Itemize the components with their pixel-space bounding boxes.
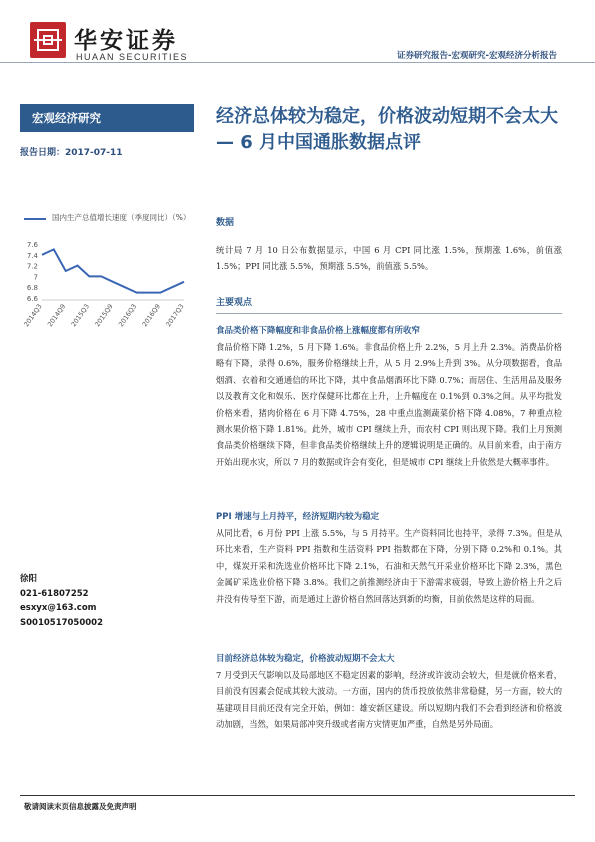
y-tick-label: 7.2	[26, 262, 38, 271]
breadcrumb: 证券研究报告-宏观研究-宏观经济分析报告	[396, 51, 557, 61]
report-title: 经济总体较为稳定，价格波动短期不会太大 — 6 月中国通胀数据点评	[216, 106, 558, 153]
y-tick-label: 6.6	[26, 295, 38, 303]
analyst-certificate: S0010517050002	[20, 617, 104, 628]
analyst-phone: 021-61807252	[20, 588, 89, 599]
x-tick-label: 2014Q9	[45, 302, 68, 329]
x-tick-label: 2014Q3	[22, 302, 44, 329]
footer-divider	[20, 795, 575, 796]
subsection-ppi-text: 从同比看，6 月份 PPI 上涨 5.5%，与 5 月持平。生产资料同比也持平，录得 7.3%。但是从环比来看，生产资料 PPI 指数和生活资料 PPI 指数都在下降，分别下降 0.2%和 0.1%。其中，煤炭开采和洗选业价格环比下降 2.1%，石油和天然气开采业价格环比下降 2.3%，黑色金属矿采选业价格下降 3.8%。我们之前推测经济由于下游需求疲弱，导致上游价格上升之后并没有传导至下游，而是通过上游价格自然回落达到新的均衡，目前依然是这样的局面。	[216, 528, 562, 604]
subsection-food-heading: 食品类价格下降幅度和非食品价格上涨幅度都有所收窄	[216, 326, 421, 336]
x-tick-label: 2015Q9	[93, 302, 115, 329]
y-tick-label: 6.8	[26, 284, 38, 293]
report-date: 报告日期：2017-07-11	[20, 148, 123, 158]
logo-chinese: 华安证券	[74, 27, 178, 54]
y-tick-label: 7.4	[26, 251, 38, 260]
gdp-growth-chart	[20, 206, 200, 346]
y-tick-label: 7.6	[26, 241, 38, 249]
subsection-outlook-heading: 目前经济总体较为稳定，价格波动短期不会太大	[216, 654, 395, 664]
analyst-email[interactable]: esxyx@163.com	[20, 603, 97, 613]
y-tick-label: 7	[33, 273, 38, 282]
x-tick-label: 2015Q3	[69, 302, 91, 329]
views-divider	[216, 313, 562, 314]
analyst-block	[20, 572, 103, 630]
header-divider	[0, 62, 595, 63]
analyst-name: 徐阳	[20, 574, 38, 584]
category-title: 宏观经济研究	[32, 111, 101, 125]
subsection-outlook-text: 7 月受到天气影响以及局部地区不稳定因素的影响，经济或许波动会较大，但是就价格来看，目前没有因素会促成其较大波动。一方面，国内的货币投放依然非常稳健，另一方面，较大的基建项目目前还没有完全开始，例如：雄安新区建设。所以短期内我们不会看到经济和价格波动加剧，当然，如果局部冲突升级或者南方灾情更加严重，自然是另外局面。	[216, 670, 562, 730]
subsection-ppi-heading: PPI 增速与上月持平，经济短期内较为稳定	[216, 512, 380, 522]
subsection-food-text: 食品价格下降 1.2%，5 月下降 1.6%。非食品价格上升 2.2%，5 月上升 2.3%。消费品价格略有下降，录得 0.6%，服务价格继续上升，从 5 月 2.9%上升到 3%。从分项数据看，食品烟酒、衣着和交通通信的环比下降，其中食品烟酒环比下降 0.7%；而居住、生活用品及服务以及教育文化和娱乐、医疗保健环比都在上升，上升幅度在 0.1%到 0.3%之间。从平均批发价格来看，猪肉价格在 6 月下降 4.75%，28 中重点监测蔬菜价格下降 4.08%，7 种重点检测水果价格下降 1.81%。此外，城市 CPI 继续上升，而农村 CPI 则出现下降。我们上月预测食品类价格继续下降，但非食品类价格继续上升的逻辑说明是正确的。从目前来看，由于南方开始出现水灾，所以 7 月的数据或许会有变化，但是城市 CPI 继续上升依然是大概率事件。	[216, 342, 562, 467]
series-line	[42, 249, 184, 292]
x-tick-label: 2016Q9	[140, 302, 162, 329]
section-data-text: 统计局 7 月 10 日公布数据显示，中国 6 月 CPI 同比涨 1.5%，预期涨 1.6%，前值涨 1.5%；PPI 同比涨 5.5%，预期涨 5.5%，前值涨 5.5%。	[216, 245, 562, 272]
x-tick-label: 2016Q3	[116, 302, 139, 329]
disclaimer-notice[interactable]: 敬请阅读末页信息披露及免责声明	[24, 802, 137, 811]
x-tick-label: 2017Q3	[164, 302, 186, 329]
section-views-heading: 主要观点	[216, 298, 253, 308]
section-data-heading: 数据	[216, 218, 235, 228]
logo-mark-icon	[30, 22, 66, 58]
logo-english: HUAAN SECURITIES	[76, 52, 189, 62]
chart-legend-label: 国内生产总值增长速度（季度同比）（%）	[52, 213, 191, 222]
